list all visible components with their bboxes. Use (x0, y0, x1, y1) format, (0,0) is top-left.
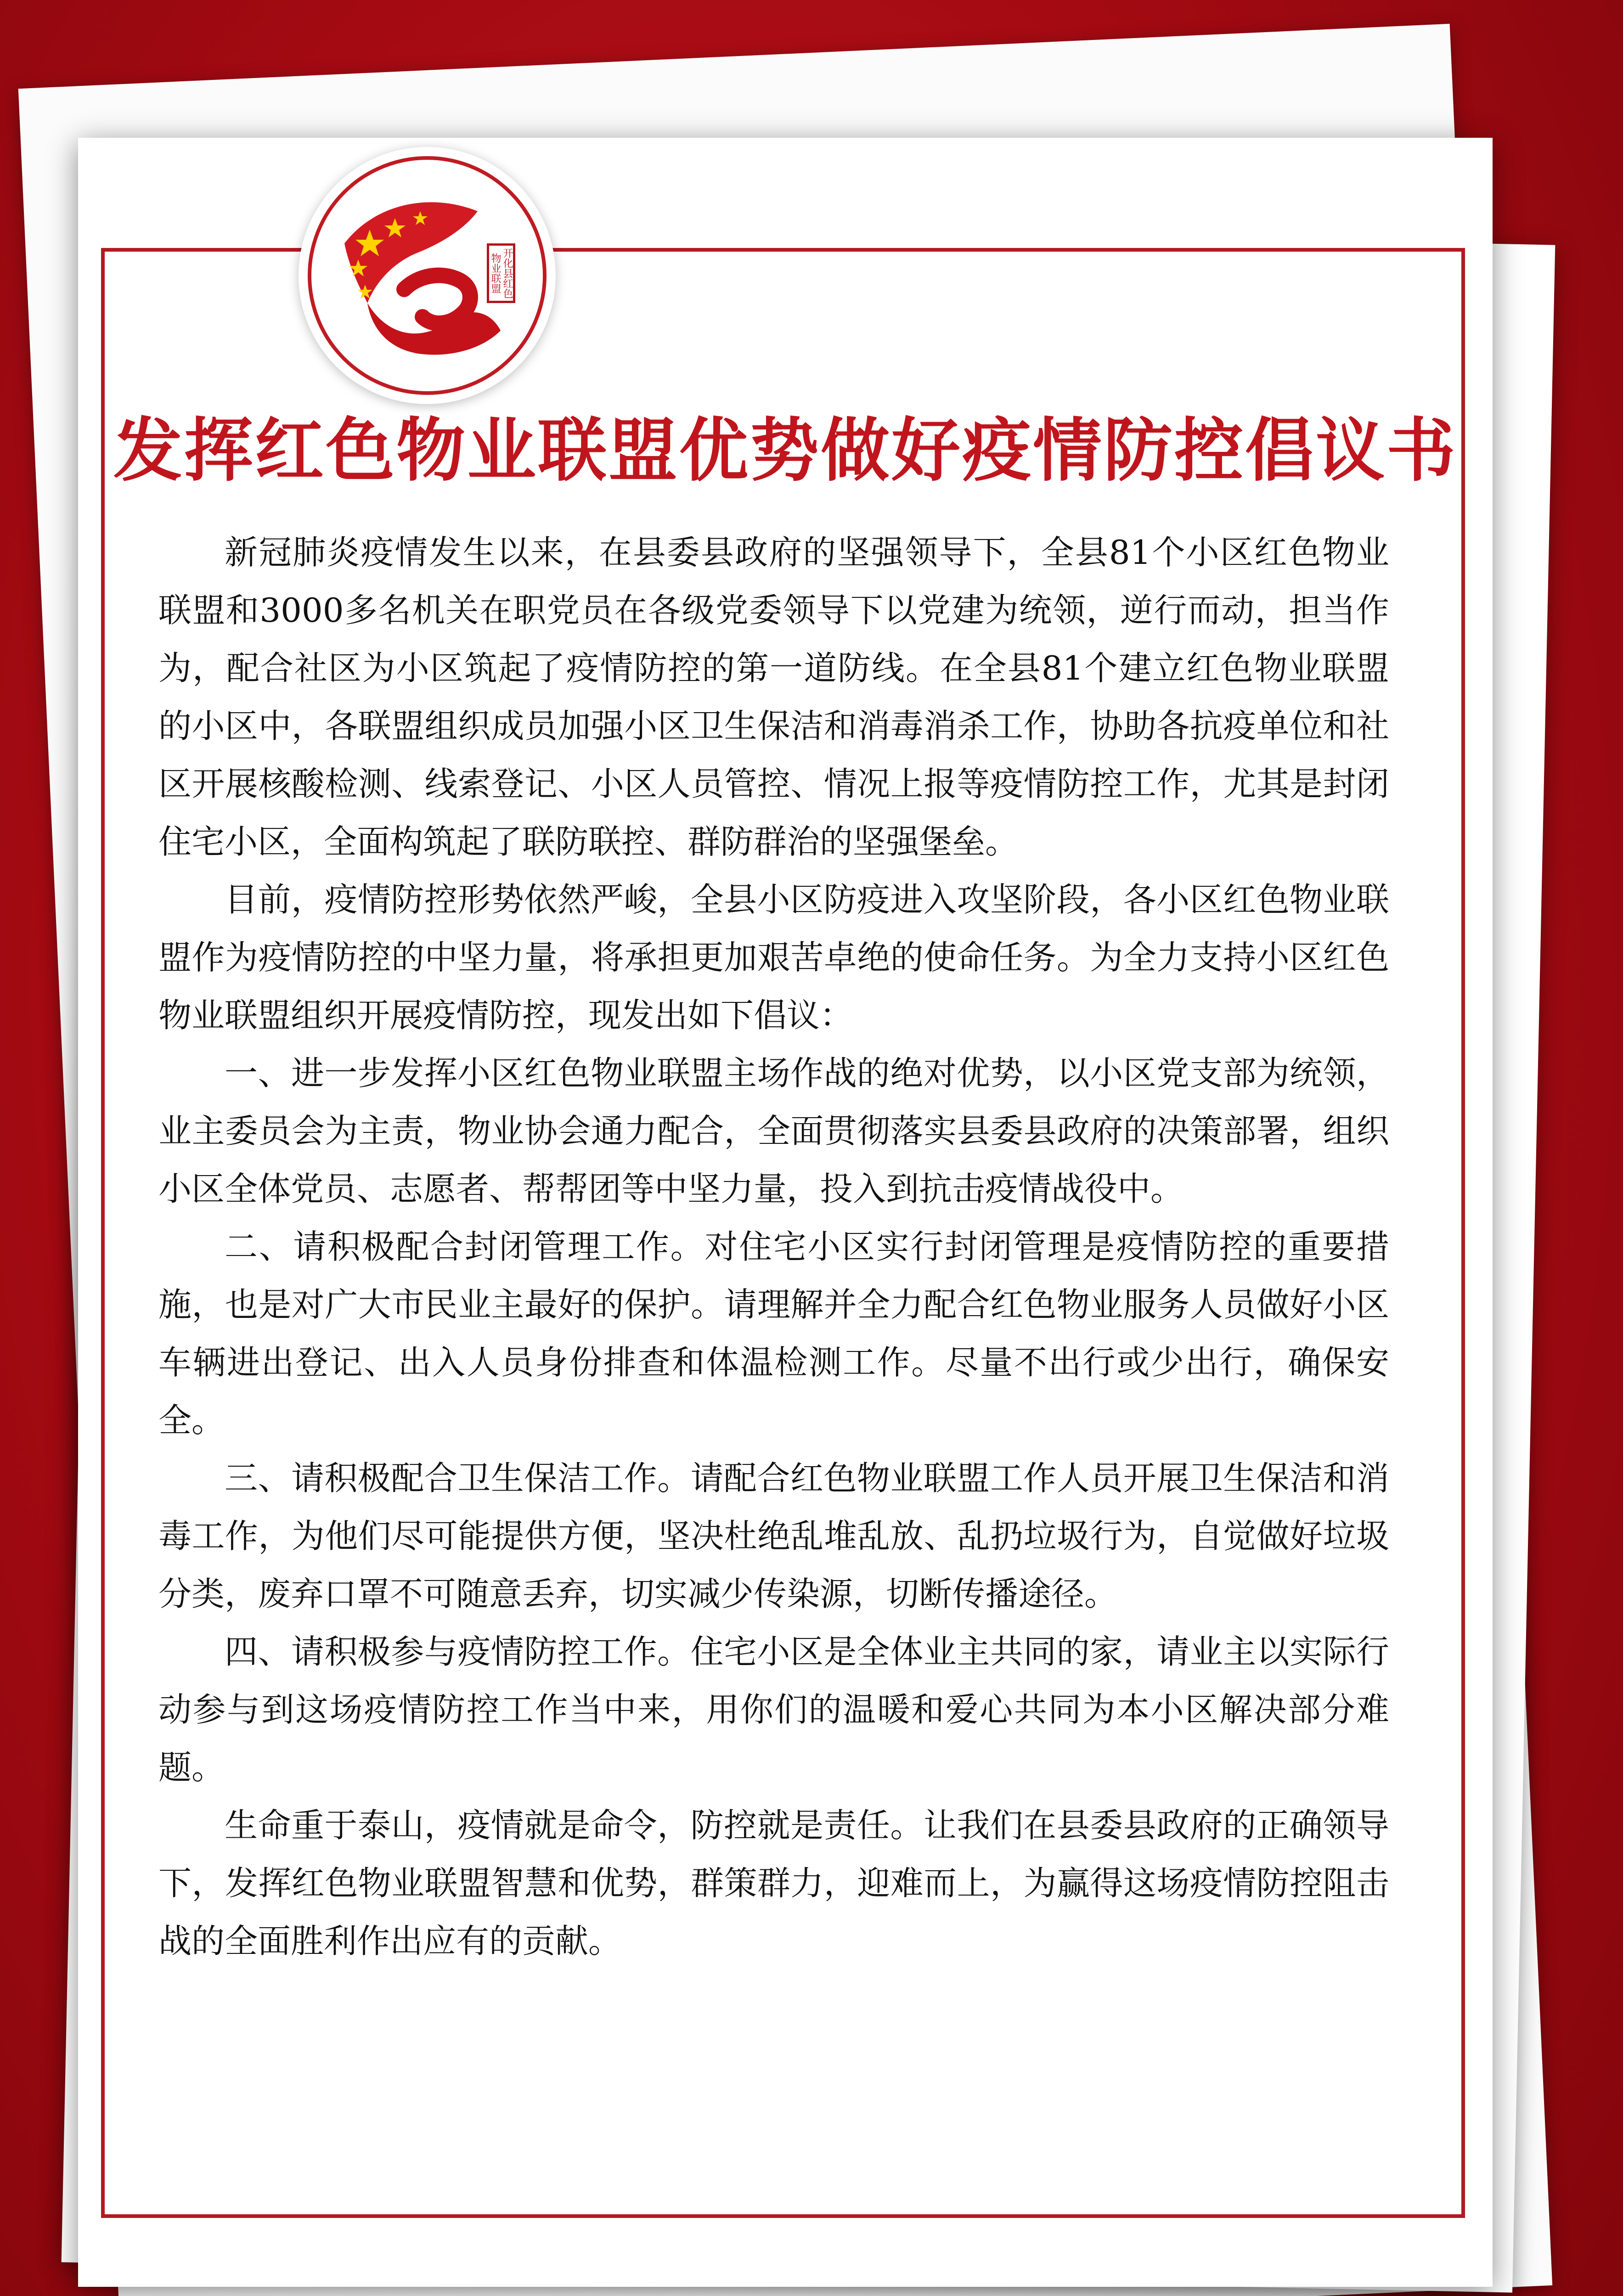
paragraph-intro: 新冠肺炎疫情发生以来，在县委县政府的坚强领导下，全县81个小区红色物业联盟和3000多名机关在职党员在各级党委领导下以党建为统领，逆行而动，担当作为，配合社区为小区筑起了疫情防控的第一道防线。在全县81个建立红色物业联盟的小区中，各联盟组织成员加强小区卫生保洁和消毒消杀工作，协助各抗疫单位和社区开展核酸检测、线索登记、小区人员管控、情况上报等疫情防控工作，尤其是封闭住宅小区，全面构筑起了联防联控、群防群治的坚强堡垒。 (158, 533, 1389, 861)
paragraph-proposal-1: 一、进一步发挥小区红色物业联盟主场作战的绝对优势，以小区党支部为统领，业主委员会为主责，物业协会通力配合，全面贯彻落实县委县政府的决策部署，组织小区全体党员、志愿者、帮帮团等中坚力量，投入到抗击疫情战役中。 (158, 1054, 1389, 1208)
page-title: 发挥红色物业联盟优势做好疫情防控倡议书 (113, 411, 1457, 491)
paragraph-proposal-3: 三、请积极配合卫生保洁工作。请配合红色物业联盟工作人员开展卫生保洁和消毒工作，为他们尽可能提供方便，坚决杜绝乱堆乱放、乱扔垃圾行为，自觉做好垃圾分类，废弃口罩不可随意丢弃，切实减少传染源，切断传播途径。 (158, 1459, 1389, 1613)
paragraph-closing: 生命重于泰山，疫情就是命令，防控就是责任。让我们在县委县政府的正确领导下，发挥红色物业联盟智慧和优势，群策群力，迎难而上，为赢得这场疫情防控阻击战的全面胜利作出应有的贡献。 (158, 1806, 1389, 1960)
proposal-body (158, 523, 1389, 1970)
paragraph-proposal-4: 四、请积极参与疫情防控工作。住宅小区是全体业主共同的家，请业主以实际行动参与到这场疫情防控工作当中来，用你们的温暖和爱心共同为本小区解决部分难题。 (158, 1632, 1389, 1787)
paragraph-proposal-2: 二、请积极配合封闭管理工作。对住宅小区实行封闭管理是疫情防控的重要措施，也是对广大市民业主最好的保护。请理解并全力配合红色物业服务人员做好小区车辆进出登记、出入人员身份排查和体温检测工作。尽量不出行或少出行，确保安全。 (158, 1227, 1389, 1440)
paragraph-situation: 目前，疫情防控形势依然严峻，全县小区防疫进入攻坚阶段，各小区红色物业联盟作为疫情防控的中坚力量，将承担更加艰苦卓绝的使命任务。为全力支持小区红色物业联盟组织开展疫情防控，现发出如下倡议： (158, 880, 1389, 1035)
party-flag-logo (299, 147, 556, 404)
notice-paper (78, 138, 1493, 2287)
red-seal-stamp: 开化县红色物业联盟 (487, 243, 515, 303)
